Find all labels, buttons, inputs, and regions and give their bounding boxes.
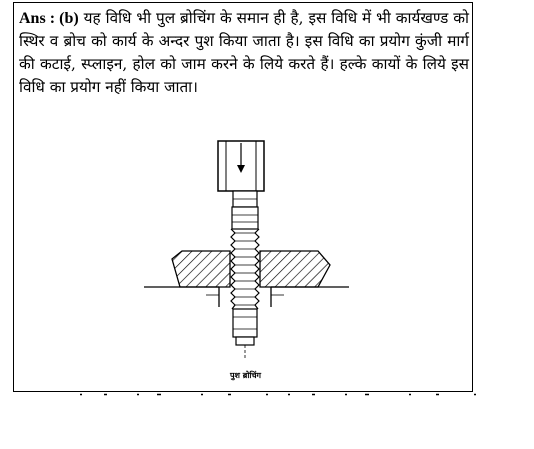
broach-tool <box>231 191 259 345</box>
figure-caption: पुश ब्रोचिंग <box>230 371 262 380</box>
push-broaching-diagram <box>14 3 474 393</box>
answer-box <box>13 2 473 392</box>
answer-prefix: Ans : (b) <box>19 10 79 27</box>
workpiece <box>172 251 330 287</box>
answer-body: यह विधि भी पुल ब्रोचिंग के समान ही है, इस विधि में भी कार्यखण्ड को स्थिर व ब्रोच को कार्य के अन्दर पुश किया जाता है। इस विधि का प्रयोग कुंजी मार्ग की कटाई, स्प्लाइन, होल को जाम करने के लिये करते हैं। हल्के कायों के लिये इस विधि का प्रयोग नहीं किया जाता। <box>19 9 469 96</box>
cut-off-text-fragment <box>80 393 480 396</box>
